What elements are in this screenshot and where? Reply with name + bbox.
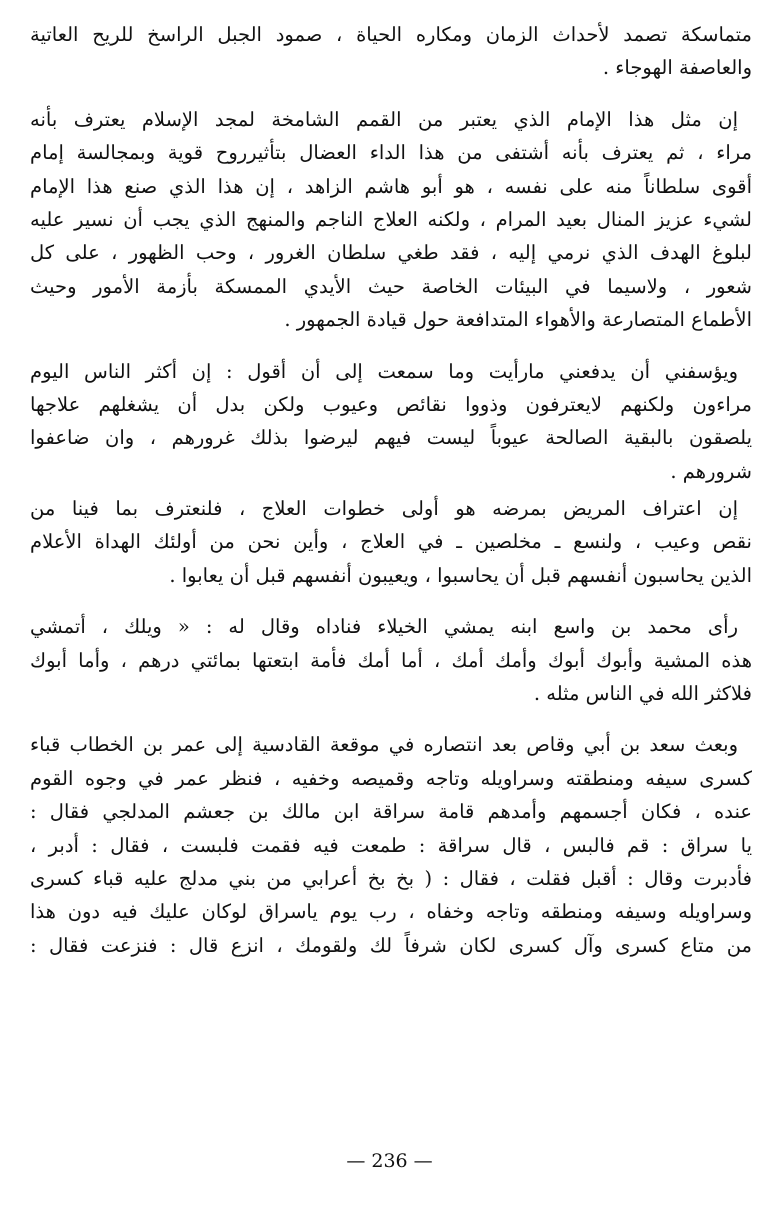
text-line: إن مثل هذا الإمام الذي يعتبر من القمم الشامخة لمجد الإسلام يعترف بأنه (30, 107, 738, 131)
text-line: عنده ، فكان أجسمهم وأمدهم قامة سراقة ابن مالك بن جعشم المدلجي فقال : (30, 800, 752, 824)
text-line: مراءون ولكنهم لايعترفون وذووا نقائص وعيوب ولكن بدل أن يشغلهم علاجها (30, 392, 752, 416)
paragraph-3 (30, 355, 752, 489)
text-line: كسرى سيفه ومنطقته وسراويله وتاجه وقميصه وخفيه ، فنظر عمر في وجوه القوم (30, 766, 752, 790)
paragraph-5 (30, 610, 752, 710)
text-line: متماسكة تصمد لأحداث الزمان ومكاره الحياة ، صمود الجبل الراسخ للريح العاتية (30, 23, 752, 46)
text-line: والعاصفة الهوجاء . (602, 56, 752, 80)
page-body (30, 18, 752, 962)
text-line: شعور ، ولاسيما في البيئات الخاصة حيث الأيدي الممسكة بأزمة الأمور وحيث (30, 274, 752, 298)
text-line: الذين يحاسبون أنفسهم قبل أن يحاسبوا ، ويعيبون أنفسهم قبل أن يعابوا . (169, 563, 752, 587)
paragraph-1 (30, 18, 752, 85)
text-line: أقوى سلطاناً منه على نفسه ، هو أبو هاشم الزاهد ، إن هذا الذي صنع هذا الإمام (30, 174, 752, 198)
text-line: الأطماع المتصارعة والأهواء المتدافعة حول قيادة الجمهور . (284, 308, 752, 332)
text-line: من متاع كسرى وآل كسرى لكان شرفاً لك ولقومك ، انزع قال : فنزعت فقال : (30, 933, 752, 957)
text-line: إن اعتراف المريض بمرضه هو أولى خطوات العلاج ، فلنعترف بما فينا من (30, 497, 738, 521)
text-line: رأى محمد بن واسع ابنه يمشي الخيلاء فناداه وقال له : « ويلك ، أتمشي (30, 615, 738, 639)
text-line: هذه المشية وأبوك أبوك وأمك أمك ، أما أمك فأمة ابتعتها بمائتي درهم ، وأما أبوك (30, 648, 752, 672)
text-line: يلصقون بالبقية الصالحة عيوباً ليست فيهم ليرضوا بذلك غرورهم ، وان ضاعفوا (30, 426, 752, 450)
text-line: لبلوغ الهدف الذي نرمي إليه ، فقد طغي سلطان الغرور ، وحب الظهور ، على كل (30, 241, 752, 265)
text-line: مراء ، ثم يعترف بأنه أشتفى من هذا الداء العضال بتأثيرروح قوية وبمجالسة إمام (30, 141, 752, 165)
text-line: شرورهم . (670, 459, 752, 483)
text-line: وسراويله وسيفه ومنطقه وتاجه وخفاه ، رب يوم ياسراق لوكان عليك فيه دون هذا (30, 900, 752, 924)
text-line: يا سراق : قم فالبس ، قال سراقة : طمعت فيه فقمت فلبست ، فقال : أدبر ، (30, 833, 752, 857)
paragraph-4 (30, 492, 752, 592)
text-line: فلاكثر الله في الناس مثله . (533, 682, 752, 706)
text-line: ويؤسفني أن يدفعني مارأيت وما سمعت إلى أن أقول : إن أكثر الناس اليوم (30, 359, 738, 383)
paragraph-2 (30, 103, 752, 337)
text-line: فأدبرت وقال : أقبل فقلت ، فقال : ( بخ بخ أعرابي من بني مدلج عليه قباء كسرى (30, 866, 752, 890)
text-line: لشيء عزيز المنال بعيد المرام ، ولكنه العلاج الناجم والمنهج الذي يجب أن نسير عليه (30, 207, 752, 231)
paragraph-6 (30, 728, 752, 962)
text-line: وبعث سعد بن أبي وقاص بعد انتصاره في موقعة القادسية إلى عمر بن الخطاب قباء (30, 733, 738, 757)
page-number: — 236 — (346, 1150, 433, 1172)
text-line: نقص وعيب ، ولنسع ـ مخلصين ـ في العلاج ، وأين نحن من أولئك الهداة الأعلام (30, 530, 752, 554)
